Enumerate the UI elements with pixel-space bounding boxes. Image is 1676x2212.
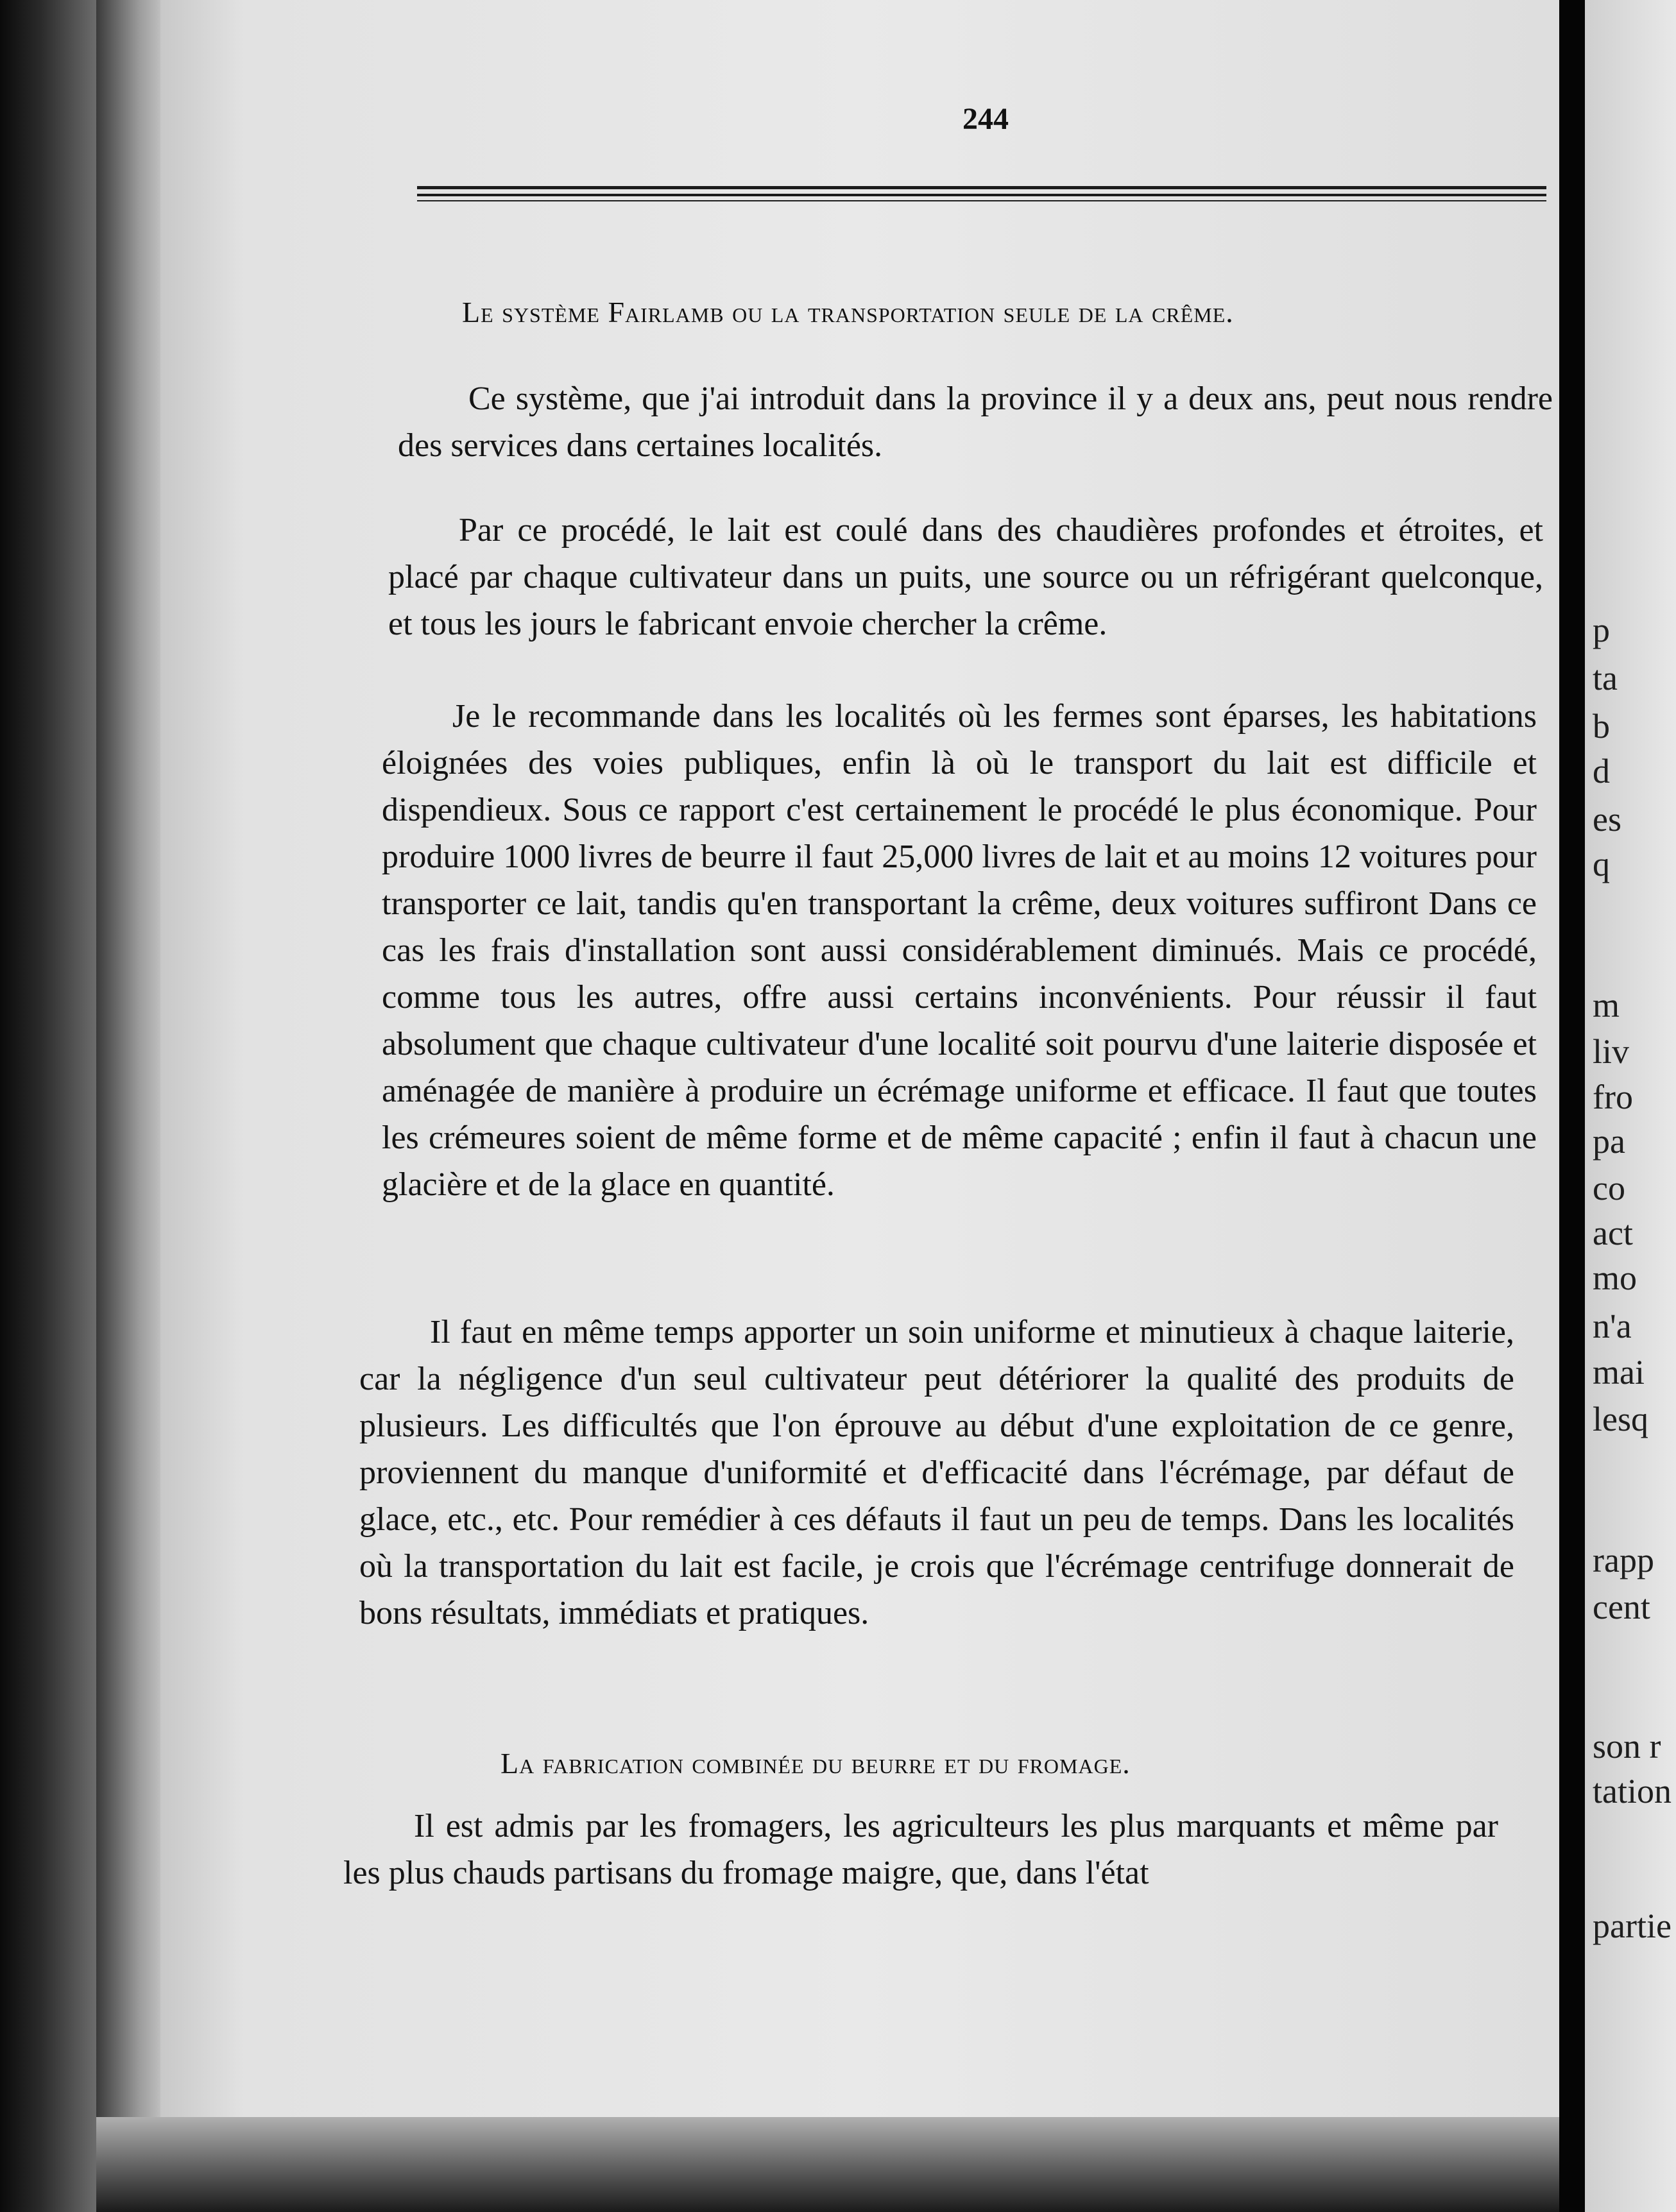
header-rule: [417, 200, 1546, 201]
paragraph: Ce système, que j'ai introduit dans la province il y a deux ans, peut nous rendre des services dans certaines localités.: [398, 380, 1553, 464]
adjacent-fragment: son r: [1593, 1727, 1661, 1765]
adjacent-fragment: fro: [1593, 1078, 1633, 1116]
paragraph: Je le recommande dans les localités où les fermes sont éparses, les habitations éloignées des voies publiques, enfin là où le transport du lait est difficile et dispendieux. Sous ce rapport c'est certainement le procédé le plus économique. Pour produire 1000 livres de beurre il faut 25,000 livres de lait et au moins 12 voitures pour transporter ce lait, tandis qu'en transportant la crême, deux voitures suffiront Dans ce cas les frais d'installation sont aussi considérablement diminués. Mais ce procédé, comme tous les autres, offre aussi certains inconvénients. Pour réussir il faut absolument que chaque cultivateur d'une localité soit pourvu d'une laiterie disposée et aménagée de manière à produire un écrémage uniforme et efficace. Il faut que toutes les crémeures soient de même forme et de même capacité ; enfin il faut à chacun une glacière et de la glace en quantité.: [382, 698, 1537, 1203]
adjacent-fragment: liv: [1593, 1032, 1630, 1071]
adjacent-page: [1585, 0, 1676, 2212]
page-edges: [96, 0, 167, 2212]
adjacent-fragment: pa: [1593, 1122, 1625, 1161]
adjacent-fragment: b: [1593, 707, 1610, 745]
paragraph: Il faut en même temps apporter un soin uniforme et minutieux à chaque laiterie, car la négligence d'un seul cultivateur peut détériorer la qualité des produits de plusieurs. Les difficultés que l'on éprouve au début d'une exploitation de ce genre, proviennent du manque d'uniformité et d'efficacité dans l'écrémage, par défaut de glace, etc., etc. Pour remédier à ces défauts il faut un peu de temps. Dans les localités où la transportation du lait est facile, je crois que l'écrémage centrifuge donnerait de bons résultats, immédiats et pratiques.: [359, 1314, 1514, 1631]
adjacent-fragment: cent: [1593, 1588, 1650, 1626]
section-heading-text: La fabrication combinée du beurre et du fromage.: [500, 1747, 1131, 1780]
adjacent-fragment: ta: [1593, 659, 1618, 697]
header-rule: [417, 194, 1546, 196]
adjacent-fragment: co: [1593, 1169, 1625, 1207]
adjacent-fragment: mo: [1593, 1259, 1638, 1297]
adjacent-fragment: lesq: [1593, 1400, 1648, 1438]
adjacent-fragment: act: [1593, 1214, 1633, 1252]
adjacent-fragment: tation: [1593, 1772, 1672, 1810]
section-heading: [500, 1746, 1131, 1780]
page-bottom-shadow: [96, 2117, 1559, 2212]
adjacent-fragment: rapp: [1593, 1541, 1654, 1579]
adjacent-fragment: partie: [1593, 1907, 1672, 1945]
adjacent-fragment: mai: [1593, 1353, 1645, 1391]
adjacent-fragment: p: [1593, 611, 1610, 649]
section-heading: [462, 295, 1234, 329]
paragraph: Il est admis par les fromagers, les agriculteurs les plus marquants et même par les plus chauds partisans du fromage maigre, que, dans l'état: [343, 1808, 1498, 1891]
adjacent-fragment: d: [1593, 752, 1610, 790]
header-rule: [417, 186, 1546, 189]
paragraph: Par ce procédé, le lait est coulé dans des chaudières profondes et étroites, et placé par chaque cultivateur dans un puits, une source ou un réfrigérant quelconque, et tous les jours le fabricant envoie chercher la crême.: [388, 512, 1543, 642]
page-divider: [1559, 0, 1585, 2212]
adjacent-fragment: m: [1593, 986, 1620, 1025]
adjacent-fragment: n'a: [1593, 1307, 1632, 1345]
section-heading-text: Le système Fairlamb ou la transportation seule de la crême.: [462, 296, 1234, 328]
adjacent-fragment: es: [1593, 800, 1621, 838]
adjacent-fragment: q: [1593, 845, 1610, 883]
page-number: 244: [962, 102, 1009, 136]
